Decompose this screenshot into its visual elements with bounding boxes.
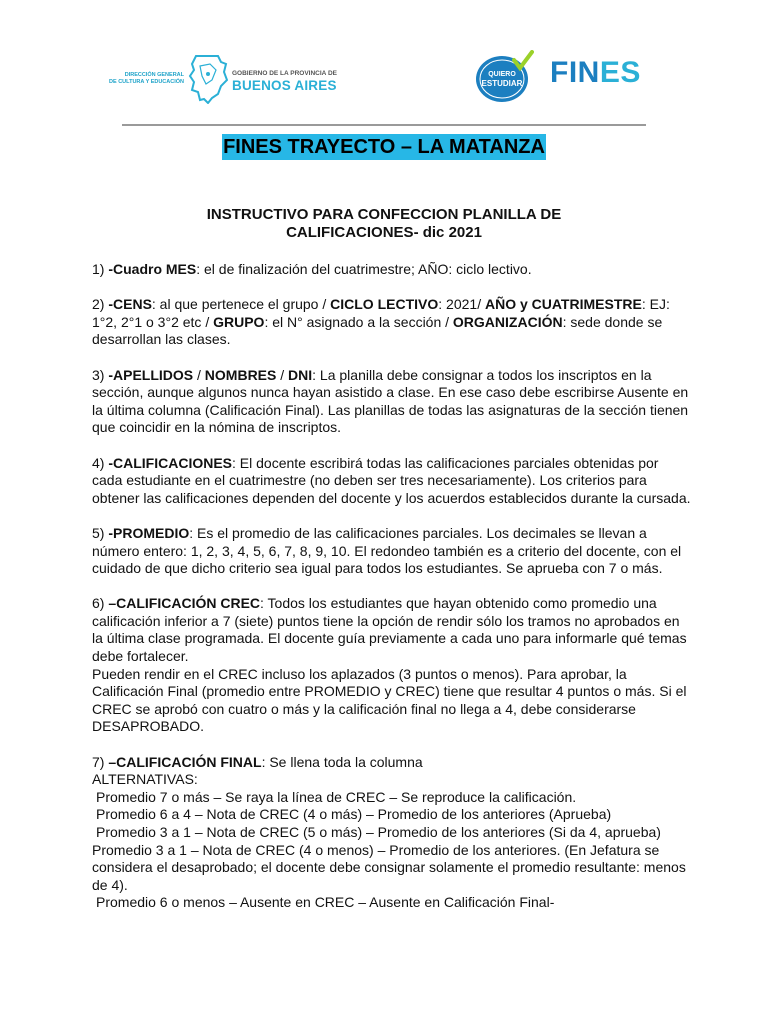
bold-term: -APELLIDOS: [108, 366, 194, 383]
gobierno-buenos-aires-logo: [104, 54, 336, 104]
badge-line-2: ESTUDIAR: [481, 79, 523, 88]
section-3: [92, 367, 692, 437]
section-text: : el N° asignado a la sección /: [264, 313, 453, 330]
alternative-item: Promedio 7 o más – Se raya la línea de CREC – Se reproduce la calificación.: [96, 788, 577, 805]
section-text: /: [276, 366, 289, 383]
section-text: : 2021/: [438, 296, 485, 313]
bold-term: ORGANIZACIÓN: [452, 313, 563, 330]
section-6: [92, 595, 692, 665]
gobierno-text: GOBIERNO DE LA PROVINCIA DE: [232, 70, 337, 77]
title-container: [0, 134, 768, 160]
section-number: 4): [92, 454, 109, 471]
badge-line-1: QUIERO: [488, 71, 516, 78]
section-text: : La planilla debe consignar a todos los inscriptos en la sección, aunque algunos nunca hayan asistido a clase. En ese caso debe escribirse Ausente en la última columna (Calificación Final). Las planillas de todas las asignaturas de la sección tienen que coincidir en la nómina de inscriptos.: [92, 366, 689, 436]
section-number: 6): [92, 595, 109, 612]
bold-term: –CALIFICACIÓN CREC: [108, 595, 261, 612]
section-number: 3): [92, 366, 109, 383]
section-1: [92, 261, 692, 279]
document-title: FINES TRAYECTO – LA MATANZA: [223, 136, 545, 158]
section-text: : al que pertenece el grupo /: [151, 296, 331, 313]
fines-word-b: ES: [599, 56, 641, 89]
bold-term: -PROMEDIO: [108, 524, 190, 541]
bold-term: -Cuadro MES: [108, 261, 197, 277]
dg-line-1: DIRECCIÓN GENERAL: [124, 72, 184, 78]
quiero-estudiar-badge-icon: [474, 50, 534, 104]
buenos-aires-text: BUENOS AIRES: [232, 78, 337, 93]
section-text: : sede donde se desarrollan las clases.: [92, 313, 663, 348]
section-text: : el de finalización del cuatrimestre; AÑO: ciclo lectivo.: [196, 261, 532, 277]
alternative-item: Promedio 6 a 4 – Nota de CREC (4 o más) – Promedio de los anteriores (Aprueba): [96, 806, 612, 823]
section-number: 1): [92, 261, 109, 277]
section-number: 2): [92, 296, 109, 313]
bold-term: –CALIFICACIÓN FINAL: [108, 753, 262, 770]
section-text: : Se llena toda la columna: [261, 753, 423, 770]
direccion-general-text: [104, 72, 184, 86]
section-text: : El docente escribirá todas las calificaciones parciales obtenidas por cada estudiante en el cuatrimestre (no deben ser tres necesariamente). Los criterios para obtener las calificaciones dependen del docente y los acuerdos establecidos durante la cursada.: [92, 454, 691, 506]
document-subtitle: [0, 206, 768, 242]
section-number: 5): [92, 524, 109, 541]
alternatives-label: ALTERNATIVAS:: [92, 771, 198, 788]
fines-logo: [474, 46, 654, 106]
section-number: 7): [92, 753, 109, 770]
bold-term: NOMBRES: [204, 366, 277, 383]
document-body: [92, 261, 692, 912]
subtitle-line-2: CALIFICACIONES- dic 2021: [286, 224, 482, 241]
header-divider: [122, 124, 646, 126]
page-header: [0, 0, 768, 120]
fines-wordmark: [550, 56, 641, 90]
alternative-item: Promedio 3 a 1 – Nota de CREC (4 o menos) – Promedio de los anteriores. (En Jefatura se considera el desaprobado; el docente debe consignar solamente el promedio resultante: menos de 4).: [92, 841, 686, 893]
bold-term: DNI: [288, 366, 313, 383]
section-4: [92, 455, 692, 508]
section-text: : Es el promedio de las calificaciones parciales. Los decimales se llevan a número entero: 1, 2, 3, 4, 5, 6, 7, 8, 9, 10. El redondeo también es a criterio del docente, con el cuidado de que dicho criterio sea igual para todos los estudiantes. Se aprueba con 7 o más.: [92, 524, 682, 577]
province-map-icon: [188, 54, 228, 104]
bold-term: CICLO LECTIVO: [330, 296, 439, 313]
bold-term: GRUPO: [213, 313, 265, 330]
section-text: : EJ: 1°2, 2°1 o 3°2 etc /: [92, 296, 670, 330]
section-2: [92, 296, 692, 349]
section-6-paragraph-2: Pueden rendir en el CREC incluso los aplazados (3 puntos o menos). Para aprobar, la Calificación Final (promedio entre PROMEDIO y CREC) tiene que resultar 4 puntos o más. Si el CREC se aprobó con cuatro o más y la calificación final no llega a 4, debe considerarse DESAPROBADO.: [92, 665, 687, 735]
section-5: [92, 525, 692, 578]
bold-term: AÑO y CUATRIMESTRE: [484, 296, 642, 313]
section-text: : Todos los estudiantes que hayan obtenido como promedio una calificación inferior a 7 (siete) puntos tiene la opción de rendir sólo los tramos no aprobados en la última clase programada. El docente guía previamente a cada uno para informarle qué temas debe fortalecer.: [92, 595, 687, 665]
fines-word-a: FIN: [550, 56, 600, 89]
dg-line-2: DE CULTURA Y EDUCACIÓN: [109, 79, 184, 85]
section-7: [92, 754, 692, 772]
alternative-item: Promedio 6 o menos – Ausente en CREC – Ausente en Calificación Final-: [96, 894, 555, 911]
bold-term: -CALIFICACIONES: [108, 454, 233, 471]
alternative-item: Promedio 3 a 1 – Nota de CREC (5 o más) – Promedio de los anteriores (Si da 4, aprueba): [96, 824, 661, 840]
bold-term: -CENS: [108, 296, 152, 313]
section-text: /: [193, 366, 205, 383]
subtitle-line-1: INSTRUCTIVO PARA CONFECCION PLANILLA DE: [206, 206, 562, 223]
